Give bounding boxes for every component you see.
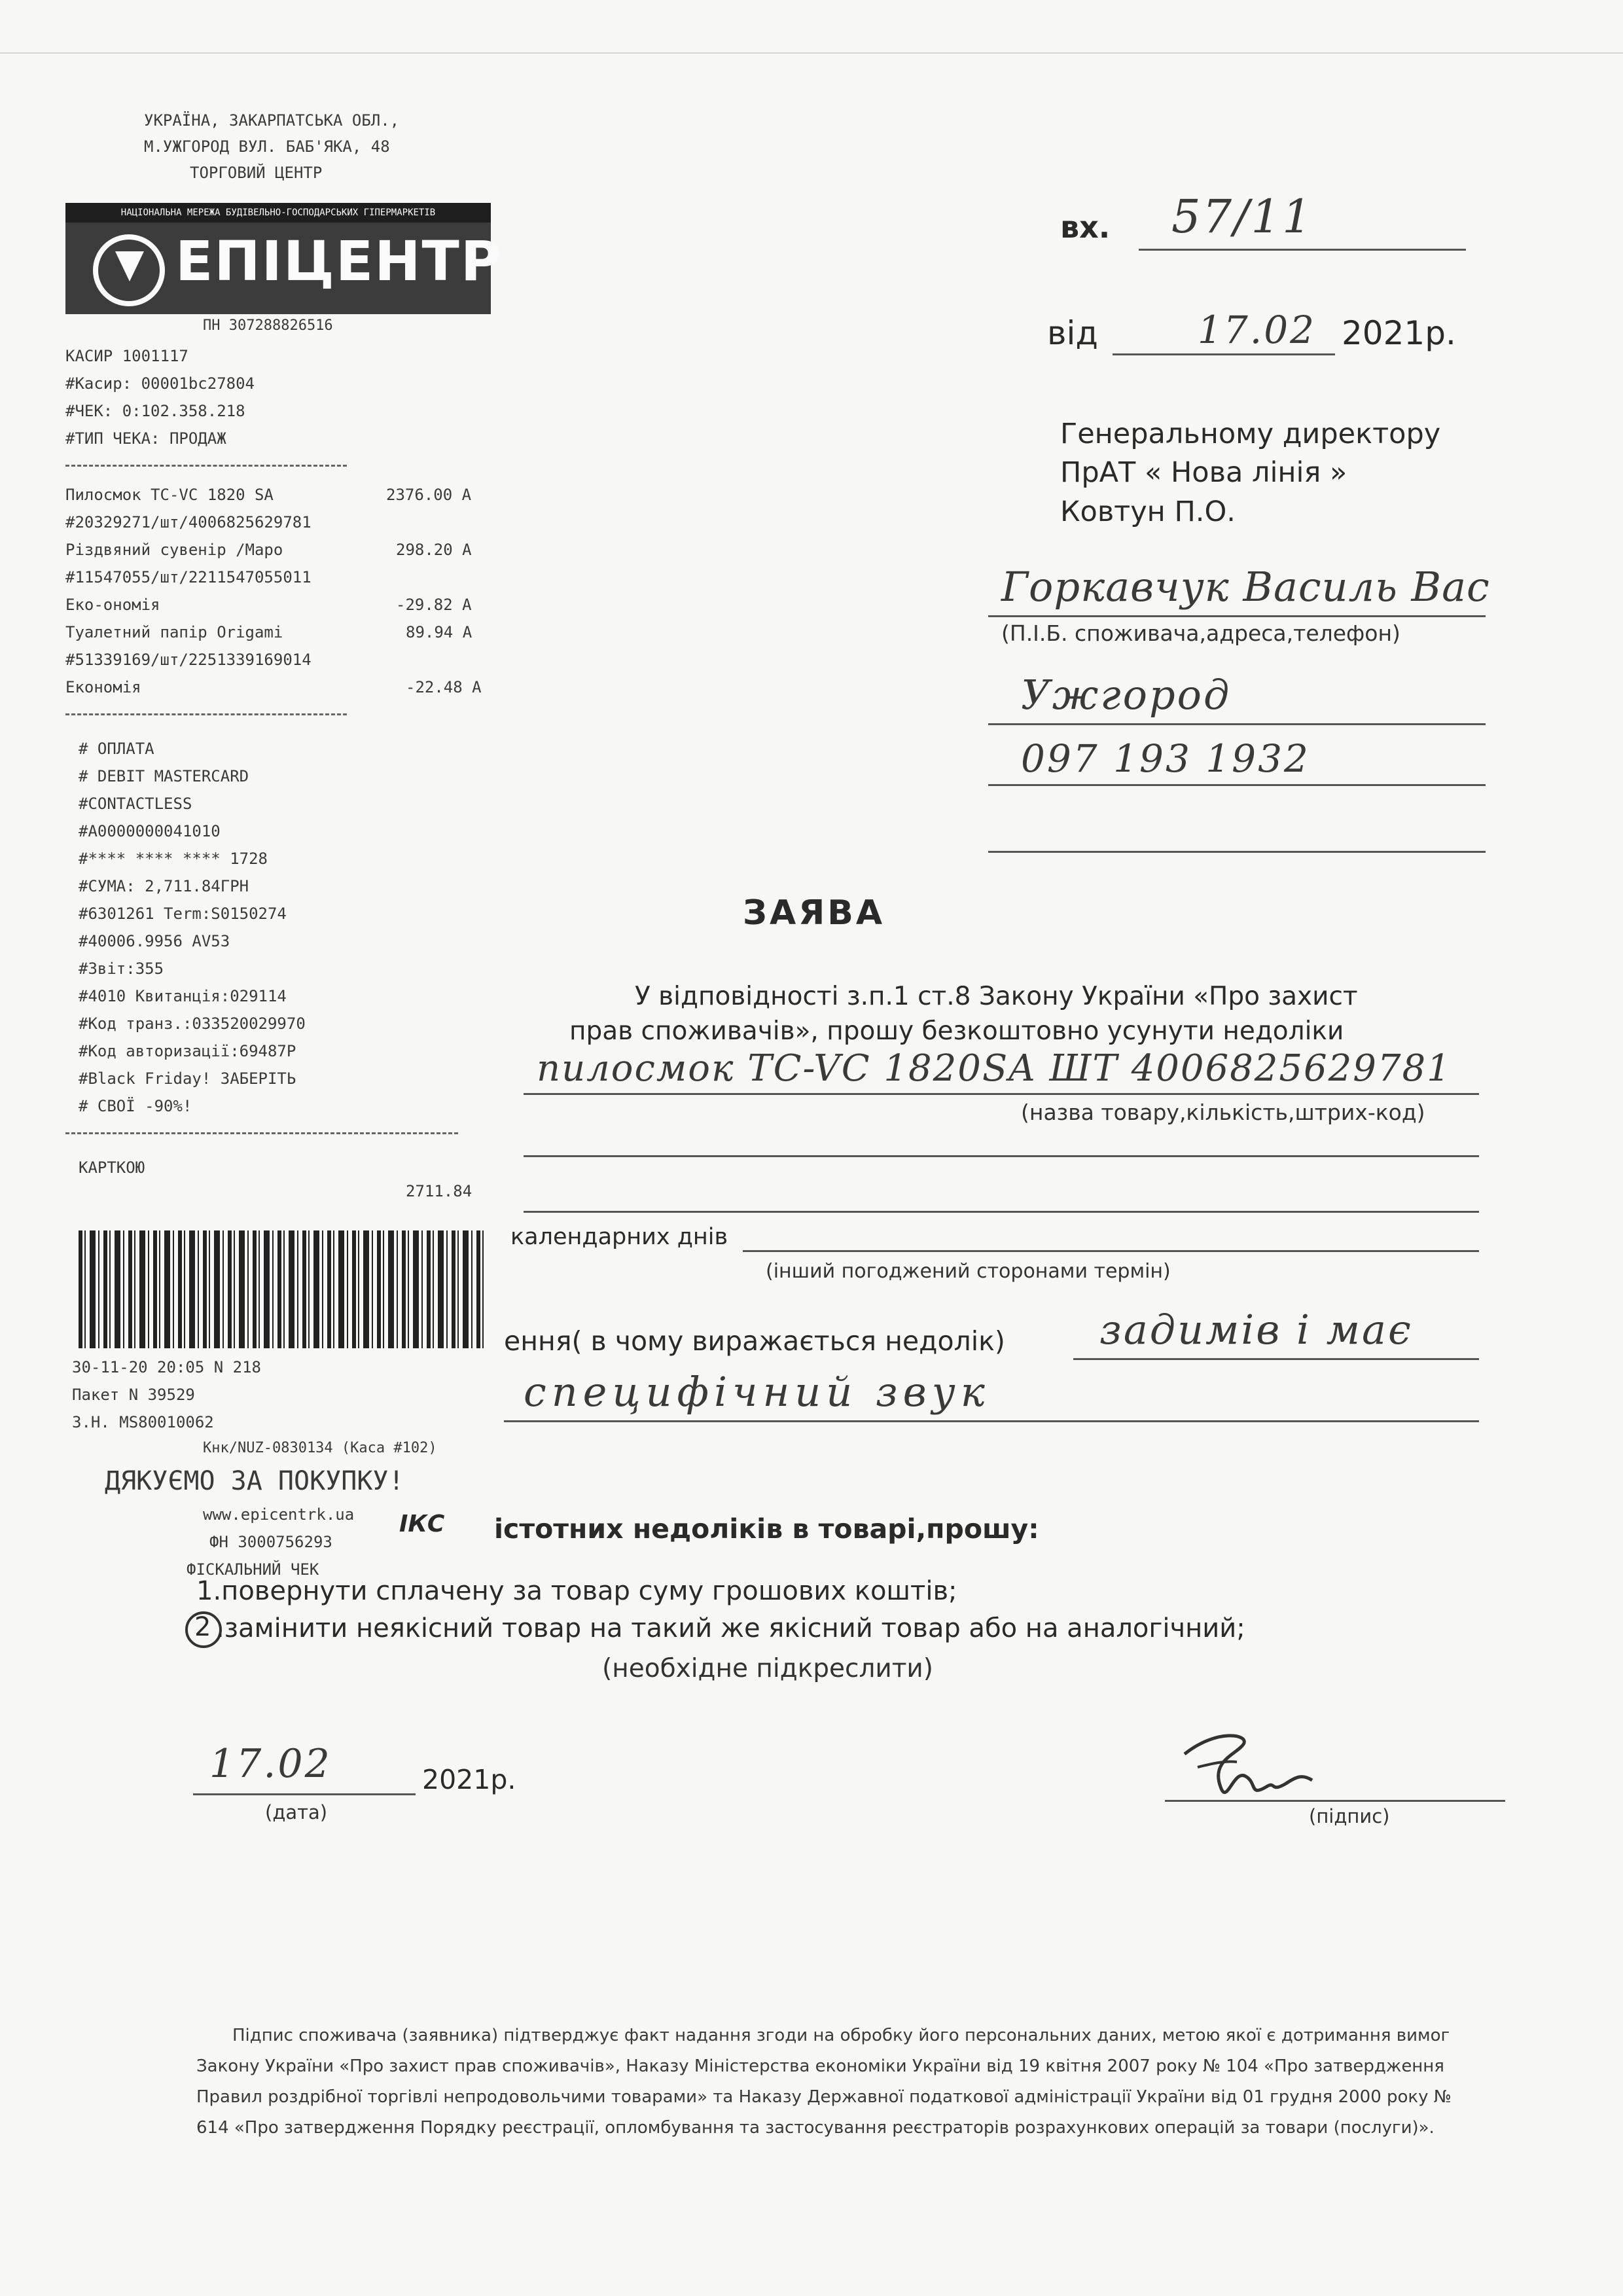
thanks-text: ДЯКУЄМО ЗА ПОКУПКУ! [105, 1466, 404, 1496]
payment-line: #Black Friday! ЗАБЕРІТЬ [79, 1069, 296, 1088]
footer-line-4: 614 «Про затвердження Порядку реєстрації, опломбування та застосування реєстраторів розрахункових операцій за товари (послуги)». [196, 2118, 1435, 2138]
defect-label: ення( в чому виражається недолік) [504, 1325, 1005, 1357]
payment-line: # ОПЛАТА [79, 740, 154, 758]
consumer-extra-line [988, 851, 1486, 853]
recipient-line-2: ПрАТ « Нова лінія » [1060, 456, 1347, 489]
receipt-divider [65, 465, 347, 467]
payment-line: #СУМА: 2,711.84ГРН [79, 877, 249, 895]
footer-line-1: Підпис споживача (заявника) підтверджує факт надання згоди на обробку його персональних даних, метою якої є дотримання вимог [232, 2026, 1450, 2045]
sign-date-line [193, 1793, 416, 1795]
check-number: #ЧЕК: 0:102.358.218 [65, 402, 245, 420]
payment-line: #Звіт:355 [79, 960, 164, 978]
from-date-line [1113, 353, 1335, 355]
item-name: Пилосмок TC-VC 1820 SA [65, 486, 274, 504]
option-2: .замінити неякісний товар на такий же якісний товар або на аналогічний; [216, 1613, 1245, 1643]
check-type: #ТИП ЧЕКА: ПРОДАЖ [65, 429, 226, 448]
incoming-number: 57/11 [1171, 190, 1313, 243]
package-number: Пакет N 39529 [72, 1386, 195, 1404]
item-name: Еко-ономія [65, 596, 160, 614]
defect-line-1 [1073, 1358, 1479, 1360]
days-line [743, 1250, 1479, 1252]
item-price: 2376.00 А [386, 486, 472, 504]
payment-line: # СВОЇ -90%! [79, 1097, 192, 1115]
receipt [39, 98, 503, 1579]
page-top-edge [0, 52, 1623, 54]
consumer-phone: 097 193 1932 [1021, 736, 1310, 781]
consumer-name: Горкавчук Василь Вас [1001, 563, 1490, 611]
payment-line: #6301261 Term:S0150274 [79, 905, 287, 923]
payment-line: #A0000000041010 [79, 822, 221, 840]
option-intro: істотних недоліків в товарі,прошу: [494, 1513, 1039, 1545]
consumer-name-line [988, 615, 1486, 617]
fiscal-check: ФІСКАЛЬНИЙ ЧЕК [187, 1560, 319, 1579]
receipt-divider [65, 713, 347, 715]
receipt-address-1: УКРАЇНА, ЗАКАРПАТСЬКА ОБЛ., [144, 111, 400, 130]
receipt-total: 2711.84 [406, 1182, 473, 1200]
consumer-city-line [988, 723, 1486, 725]
from-date: 17.02 [1198, 308, 1317, 352]
receipt-datetime: 30-11-20 20:05 N 218 [72, 1358, 261, 1376]
from-year: 2021р. [1342, 314, 1456, 352]
serial-number: З.Н. MS80010062 [72, 1413, 214, 1431]
register-number: Кнк/NUZ-0830134 (Каса #102) [203, 1440, 437, 1456]
payment-line: #Код авторизації:69487P [79, 1042, 296, 1060]
receipt-address-3: ТОРГОВИЙ ЦЕНТР [190, 164, 323, 182]
payment-line: #Код транз.:033520029970 [79, 1014, 306, 1033]
footer-line-3: Правил роздрібної торгівлі непродовольчими товарами» та Наказу Державної податкової адміністрації України від 01 грудня 2000 року № [196, 2087, 1452, 2107]
consumer-hint: (П.І.Б. споживача,адреса,телефон) [1001, 620, 1400, 646]
recipient-line-3: Ковтун П.О. [1060, 495, 1236, 528]
option-2-number: 2 [194, 1612, 211, 1642]
payment-line: #40006.9956 AV53 [79, 932, 230, 950]
defect-line-2 [504, 1420, 1479, 1422]
payment-line: # DEBIT MASTERCARD [79, 767, 249, 785]
incoming-label: вх. [1060, 209, 1111, 245]
tax-id: ПН 307288826516 [203, 317, 333, 334]
incoming-line [1139, 249, 1466, 251]
item-name: Економія [65, 678, 141, 696]
option-1: 1.повернути сплачену за товар суму грошових коштів; [196, 1576, 957, 1606]
signature-hint: (підпис) [1309, 1805, 1390, 1827]
blank-line-2 [524, 1211, 1479, 1213]
item-name: Різдвяний сувенір /Маро [65, 541, 283, 559]
days-label: календарних днів [510, 1224, 728, 1250]
logo-text: ЕПІЦЕНТР [175, 229, 503, 293]
payment-line: #4010 Квитанція:029114 [79, 987, 287, 1005]
fiscal-number: ФН 3000756293 [209, 1533, 332, 1551]
signature-mark [1171, 1715, 1335, 1813]
logo-arrow-icon [115, 251, 144, 281]
footer-line-2: Закону України «Про захист прав споживачів», Наказу Міністерства економіки України від 19 квітня 2007 року № 104 «Про затвердження [196, 2056, 1444, 2076]
receipt-address-2: М.УЖГОРОД ВУЛ. БАБ'ЯКА, 48 [144, 137, 390, 156]
sign-date-hint: (дата) [265, 1801, 328, 1823]
cashier: КАСИР 1001117 [65, 347, 188, 365]
item-price: 298.20 А [396, 541, 472, 559]
payment-line: #CONTACTLESS [79, 795, 192, 813]
consumer-phone-line [988, 784, 1486, 786]
product-hint: (назва товару,кількість,штрих-код) [1021, 1100, 1425, 1125]
barcode [79, 1230, 484, 1348]
defect-text-1: задимів і має [1099, 1306, 1413, 1354]
card-label: КАРТКОЮ [79, 1158, 145, 1177]
statement-line-2: прав споживачів», прошу безкоштовно усунути недоліки [569, 1016, 1344, 1046]
item-price: -29.82 А [396, 596, 472, 614]
sign-date: 17.02 [209, 1741, 332, 1787]
document-title: ЗАЯВА [743, 893, 885, 933]
from-label: від [1047, 314, 1098, 352]
option-hint: (необхідне підкреслити) [602, 1654, 933, 1683]
days-hint: (інший погоджений сторонами термін) [766, 1260, 1171, 1283]
receipt-divider [65, 1132, 458, 1134]
consumer-city: Ужгород [1021, 671, 1232, 719]
recipient-line-1: Генеральному директору [1060, 418, 1441, 450]
defect-text-2: специфічний звук [524, 1368, 990, 1416]
logo-tagline: НАЦІОНАЛЬНА МЕРЕЖА БУДІВЕЛЬНО-ГОСПОДАРСЬКИХ ГІПЕРМАРКЕТІВ [65, 203, 491, 223]
epicentr-logo [65, 203, 503, 314]
product-text: пилосмок TC-VC 1820SA ШТ 4006825629781 [537, 1047, 1452, 1090]
item-code: #51339169/шт/2251339169014 [65, 651, 312, 669]
website: www.epicentrk.ua [203, 1505, 355, 1524]
statement-line-1: У відповідності з.п.1 ст.8 Закону України «Про захист [635, 982, 1358, 1011]
payment-line: #**** **** **** 1728 [79, 850, 268, 868]
product-line [524, 1093, 1479, 1095]
item-price: 89.94 А [406, 623, 473, 641]
sign-year: 2021р. [422, 1764, 516, 1795]
ikc-label: ІКС [399, 1511, 445, 1537]
blank-line-1 [524, 1155, 1479, 1157]
item-price: -22.48 А [406, 678, 482, 696]
item-code: #11547055/шт/2211547055011 [65, 568, 312, 586]
item-code: #20329271/шт/4006825629781 [65, 513, 312, 531]
item-name: Туалетний папір Origami [65, 623, 283, 641]
cashier-code: #Касир: 00001bc27804 [65, 374, 255, 393]
